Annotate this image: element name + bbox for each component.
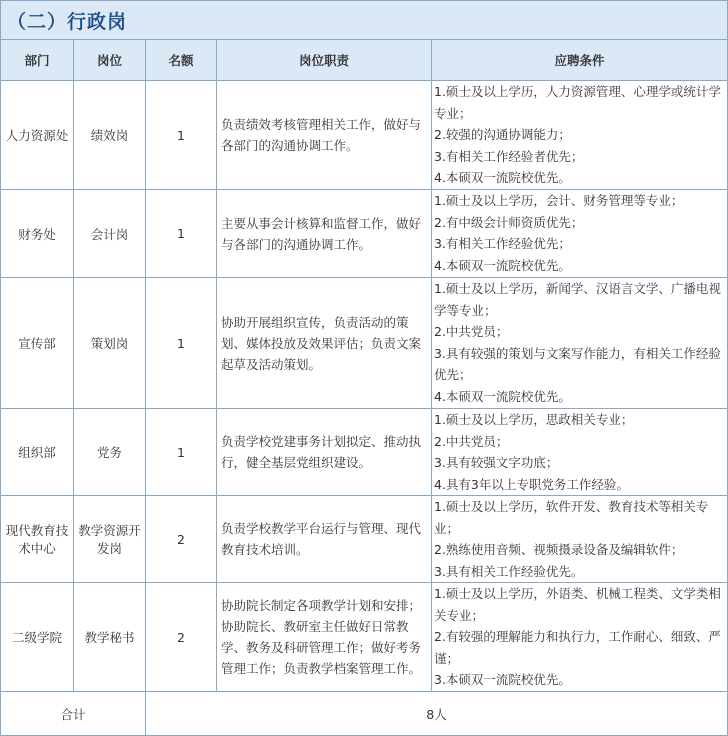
cell-quota: 1	[146, 409, 217, 496]
table-row	[1, 190, 728, 278]
cell-dept: 财务处	[1, 190, 74, 278]
cell-duties: 协助开展组织宣传，负责活动的策划、媒体投放及效果评估；负责文案起草及活动策划。	[217, 278, 432, 409]
cell-dept: 二级学院	[1, 583, 74, 692]
cell-position: 策划岗	[74, 278, 146, 409]
cell-requirements	[432, 409, 728, 496]
section-title: （二）行政岗	[7, 11, 128, 33]
requirement-item: 2.有较强的理解能力和执行力，工作耐心、细致、严谨；	[434, 629, 721, 666]
section-title-bar	[0, 0, 728, 39]
cell-dept: 现代教育技术中心	[1, 496, 74, 583]
cell-requirements	[432, 190, 728, 278]
requirement-item: 3.具有相关工作经验优先。	[434, 563, 584, 579]
cell-duties: 协助院长制定各项教学计划和安排；协助院长、教研室主任做好日常教学、教务及科研管理工作；做好考务管理工作；负责教学档案管理工作。	[217, 583, 432, 692]
requirement-item: 1.硕士及以上学历，会计、财务管理等专业；	[434, 193, 684, 208]
cell-quota: 1	[146, 81, 217, 190]
cell-requirements	[432, 496, 728, 583]
table-row	[1, 278, 728, 409]
requirement-item: 1.硕士及以上学历，人力资源管理、心理学或统计学专业；	[434, 84, 721, 121]
positions-table	[0, 39, 728, 736]
total-value: 8人	[146, 692, 728, 736]
requirement-item: 2.有中级会计师资质优先；	[434, 214, 584, 230]
header-dept: 部门	[1, 40, 74, 81]
table-row	[1, 81, 728, 190]
table-row	[1, 409, 728, 496]
cell-duties: 负责学校教学平台运行与管理、现代教育技术培训。	[217, 496, 432, 583]
requirement-item: 2.较强的沟通协调能力；	[434, 127, 571, 142]
cell-position: 绩效岗	[74, 81, 146, 190]
cell-quota: 1	[146, 190, 217, 278]
requirement-item: 3.本硕双一流院校优先。	[434, 672, 571, 687]
table-row	[1, 583, 728, 692]
requirement-item: 1.硕士及以上学历，外语类、机械工程类、文学类相关专业；	[434, 586, 721, 623]
requirement-item: 1.硕士及以上学历，新闻学、汉语言文学、广播电视学等专业；	[434, 281, 721, 318]
requirement-item: 3.具有较强文字功底；	[434, 455, 559, 470]
requirement-item: 4.本硕双一流院校优先。	[434, 257, 571, 273]
requirement-item: 4.本硕双一流院校优先。	[434, 388, 571, 404]
cell-position: 教学资源开发岗	[74, 496, 146, 583]
cell-dept: 组织部	[1, 409, 74, 496]
total-label: 合计	[1, 692, 146, 736]
cell-duties: 负责绩效考核管理相关工作，做好与各部门的沟通协调工作。	[217, 81, 432, 190]
cell-quota: 2	[146, 583, 217, 692]
cell-position: 会计岗	[74, 190, 146, 278]
header-quota: 名额	[146, 40, 217, 81]
table-header-row	[1, 40, 728, 81]
requirement-item: 1.硕士及以上学历，软件开发、教育技术等相关专业；	[434, 499, 709, 536]
cell-requirements	[432, 583, 728, 692]
requirement-item: 4.具有3年以上专职党务工作经验。	[434, 476, 629, 492]
requirement-item: 3.有相关工作经验优先；	[434, 236, 571, 251]
total-row	[1, 692, 728, 736]
header-duties: 岗位职责	[217, 40, 432, 81]
table-row	[1, 496, 728, 583]
cell-requirements	[432, 278, 728, 409]
header-position: 岗位	[74, 40, 146, 81]
cell-dept: 宣传部	[1, 278, 74, 409]
requirement-item: 2.中共党员；	[434, 324, 509, 339]
cell-quota: 1	[146, 278, 217, 409]
header-requirements: 应聘条件	[432, 40, 728, 81]
cell-dept: 人力资源处	[1, 81, 74, 190]
cell-duties: 负责学校党建事务计划拟定、推动执行，健全基层党组织建设。	[217, 409, 432, 496]
requirement-item: 2.中共党员；	[434, 433, 509, 449]
requirement-item: 3.有相关工作经验者优先；	[434, 148, 584, 164]
cell-position: 教学秘书	[74, 583, 146, 692]
cell-duties: 主要从事会计核算和监督工作，做好与各部门的沟通协调工作。	[217, 190, 432, 278]
cell-position: 党务	[74, 409, 146, 496]
requirement-item: 4.本硕双一流院校优先。	[434, 170, 571, 185]
requirement-item: 1.硕士及以上学历，思政相关专业；	[434, 412, 634, 427]
cell-quota: 2	[146, 496, 217, 583]
cell-requirements	[432, 81, 728, 190]
requirement-item: 3.具有较强的策划与文案写作能力，有相关工作经验优先；	[434, 345, 721, 382]
requirement-item: 2.熟练使用音频、视频摄录设备及编辑软件；	[434, 542, 684, 557]
